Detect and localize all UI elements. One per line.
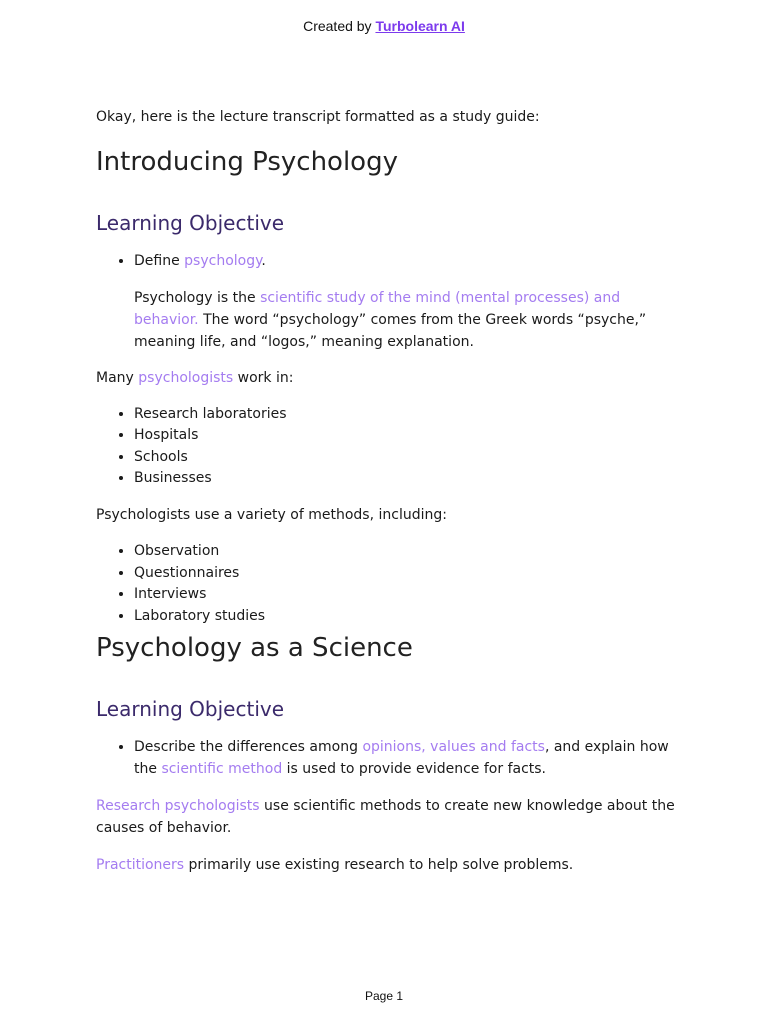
term-practitioners: Practitioners: [96, 856, 185, 873]
term-definition: scientific study of the mind (mental processes) and behavior.: [134, 289, 621, 328]
list-item: • Laboratory studies: [134, 606, 676, 628]
section1-objective-heading: Learning Objective: [96, 211, 285, 235]
practitioners-paragraph: [96, 854, 676, 876]
section1-title: Introducing Psychology: [96, 147, 398, 177]
term-research-psychologists: Research psychologists: [96, 797, 260, 814]
page-number: Page 1: [364, 989, 404, 1003]
list-item: [134, 737, 676, 780]
list-item: • Questionnaires: [134, 563, 676, 585]
definition-text: The word “psychology” comes from the Greek words “psyche,” meaning life, and “logos,” meaning explanation.: [134, 311, 647, 350]
term-opinions-values-facts: opinions, values and facts: [362, 739, 545, 756]
research-psychologists-paragraph: [96, 795, 676, 839]
section1-objective-list: [96, 251, 676, 273]
list-item: • Businesses: [134, 468, 676, 490]
intro-text: Okay, here is the lecture transcript formatted as a study guide:: [96, 109, 540, 125]
list-item: [134, 251, 676, 273]
list-item: • Schools: [134, 447, 676, 469]
methods-list: [96, 541, 676, 627]
term-scientific-method: scientific method: [161, 760, 283, 777]
section2-objective-heading: Learning Objective: [96, 697, 285, 722]
page-header: [0, 18, 768, 34]
objective-text: , and explain how the: [134, 739, 669, 777]
list-item: • Research laboratories: [134, 404, 676, 426]
term-psychologists: psychologists: [138, 369, 234, 386]
psychology-definition: [96, 287, 676, 353]
section2-title: Psychology as a Science: [96, 633, 413, 664]
header-prefix: Created by: [303, 18, 376, 34]
work-intro: [96, 367, 676, 389]
workplaces-list: [96, 404, 676, 490]
work-intro-text: Many: [96, 369, 139, 386]
turbolearn-link[interactable]: Turbolearn AI: [375, 18, 465, 34]
section2-objective-list: [96, 737, 676, 780]
practitioners-text: primarily use existing research to help solve problems.: [184, 856, 574, 873]
list-item: • Hospitals: [134, 425, 676, 447]
objective-text: Describe the differences among: [134, 739, 363, 756]
list-item: • Interviews: [134, 584, 676, 606]
document-body: [96, 106, 676, 876]
term-psychology: psychology: [184, 253, 262, 269]
objective-text: is used to provide evidence for facts.: [282, 760, 547, 777]
methods-intro: Psychologists use a variety of methods, including:: [96, 506, 447, 523]
list-item: • Observation: [134, 541, 676, 563]
objective-text: .: [261, 253, 266, 269]
objective-text: Define: [134, 253, 185, 269]
research-text: use scientific methods to create new knowledge about the causes of behavior.: [96, 797, 675, 836]
work-intro-text: work in:: [233, 369, 294, 386]
definition-text: Psychology is the: [134, 289, 261, 306]
